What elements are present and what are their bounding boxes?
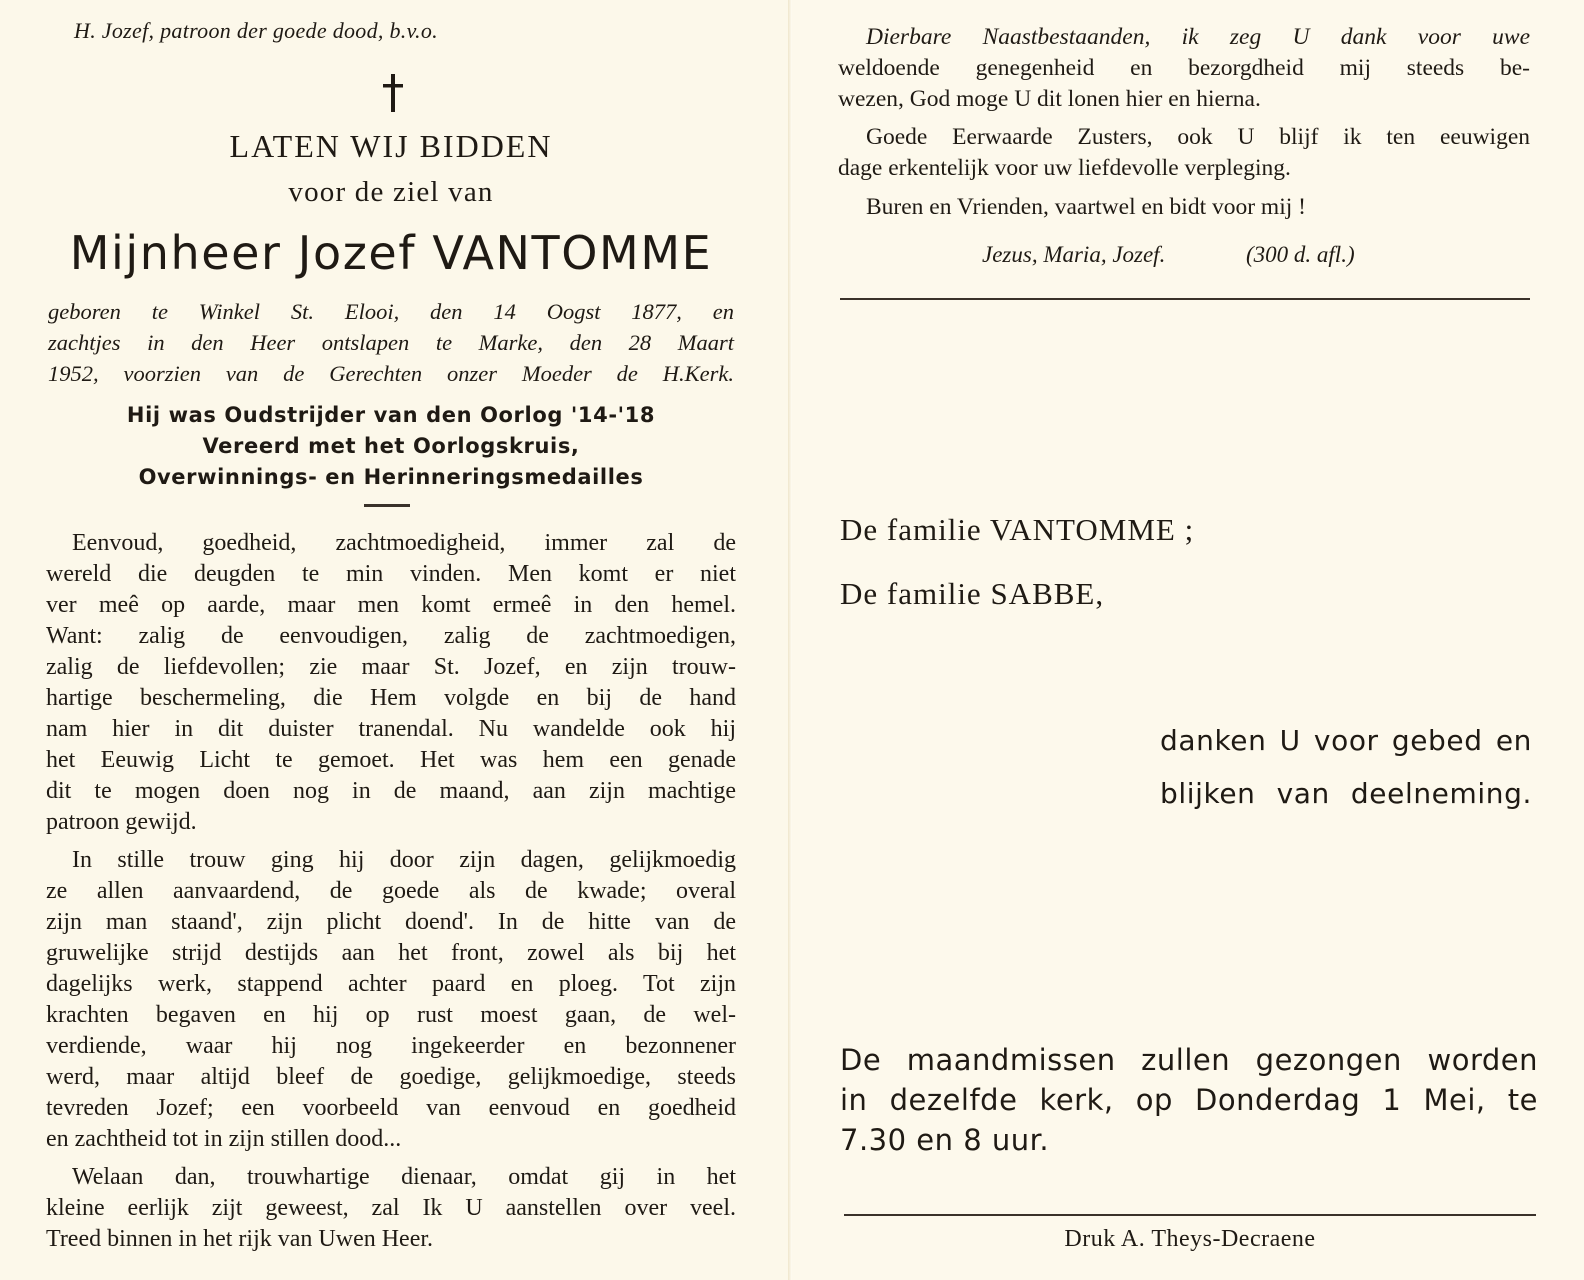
text-line: weldoende genegenheid en bezorgdheid mij steeds be- (838, 55, 1530, 81)
top-divider (840, 298, 1530, 300)
thanks-block-line: danken U voor gebed en (1160, 724, 1532, 757)
latin-cross-icon (380, 72, 406, 114)
text-line: wezen, God moge U dit lonen hier en hierna. (838, 86, 1261, 112)
paragraph-3 (46, 1162, 736, 1255)
short-divider (364, 504, 410, 507)
family-vantomme: De familie VANTOMME ; (840, 512, 1195, 547)
text-line: dit te mogen doen nog in de maand, aan zijn machtige (46, 778, 736, 804)
text-line: en zachtheid tot in zijn stillen dood... (46, 1126, 402, 1152)
dedication: H. Jozef, patroon der goede dood, b.v.o. (74, 18, 438, 43)
text-line: Want: zalig de eenvoudigen, zalig de zachtmoedigen, (46, 623, 736, 649)
text-line: hartige beschermeling, die Hem volgde en bij de hand (46, 685, 736, 711)
text-line: krachten begaven en hij op rust moest gaan, de wel- (46, 1002, 736, 1028)
text-line: wereld die deugden te min vinden. Men komt er niet (46, 561, 736, 587)
birth-details (48, 296, 734, 389)
text-line: ze allen aanvaardend, de goede als de kwade; overal (46, 878, 736, 904)
prayer-line: Jezus, Maria, Jozef. (982, 242, 1166, 267)
sisters-paragraph (838, 122, 1530, 184)
paragraph-1 (46, 528, 736, 838)
honours-line: Vereerd met het Oorlogskruis, (202, 434, 580, 458)
thanks-line-0: Dierbare Naastbestaanden, ik zeg U dank voor uwe (866, 24, 1530, 50)
bottom-divider (844, 1214, 1536, 1216)
indulgence-note: (300 d. afl.) (1246, 242, 1355, 267)
text-line: dage erkentelijk voor uw liefdevolle verpleging. (838, 155, 1291, 181)
honours (80, 400, 702, 493)
text-line: zalig de liefdevollen; zie maar St. Jozef, en zijn trouw- (46, 654, 736, 680)
text-line: Treed binnen in het rijk van Uwen Heer. (46, 1226, 434, 1252)
mass-line: 7.30 en 8 uur. (840, 1123, 1050, 1157)
text-line (838, 22, 1530, 53)
text-line: Goede Eerwaarde Zusters, ook U blijf ik ten eeuwigen (866, 124, 1530, 150)
birth-line: 1952, voorzien van de Gerechten onzer Moeder de H.Kerk. (48, 361, 734, 386)
text-line: zijn man staand', zijn plicht doend'. In de hitte van de (46, 909, 736, 935)
family-sabbe: De familie SABBE, (840, 576, 1105, 611)
mass-line: De maandmissen zullen gezongen worden (840, 1043, 1538, 1077)
birth-line: geboren te Winkel St. Elooi, den 14 Oogst 1877, en (48, 299, 734, 324)
text-line: ver meê op aarde, maar men komt ermeê in den hemel. (46, 592, 736, 618)
text-line: Eenvoud, goedheid, zachtmoedigheid, immer zal de (72, 530, 736, 556)
text-line: dagelijks werk, stappend achter paard en ploeg. Tot zijn (46, 971, 736, 997)
printer-credit: Druk A. Theys-Decraene (1064, 1226, 1316, 1252)
birth-line: zachtjes in den Heer ontslapen te Marke, den 28 Maart (48, 330, 734, 355)
prayer-subheading: voor de ziel van (288, 176, 494, 208)
text-line: nam hier in dit duister tranendal. Nu wandelde ook hij (46, 716, 736, 742)
thanks-block (1160, 714, 1532, 820)
text-line: tevreden Jozef; een voorbeeld van eenvoud en goedheid (46, 1095, 736, 1121)
thanks-paragraph (838, 22, 1530, 115)
text-line: het Eeuwig Licht te gemoet. Het was hem een genade (46, 747, 736, 773)
neighbours-line: Buren en Vrienden, vaartwel en bidt voor mij ! (866, 194, 1306, 220)
text-line: werd, maar altijd bleef de goedige, gelijkmoedige, steeds (46, 1064, 736, 1090)
deceased-name: Mijnheer Jozef VANTOMME (69, 226, 713, 280)
page-fold (788, 0, 792, 1280)
prayer-heading: LATEN WIJ BIDDEN (229, 128, 553, 164)
mass-line: in dezelfde kerk, op Donderdag 1 Mei, te (840, 1083, 1538, 1117)
mass-announcement (840, 1040, 1538, 1160)
text-line: patroon gewijd. (46, 809, 197, 835)
text-line: verdiende, waar hij nog ingekeerder en bezonnener (46, 1033, 736, 1059)
text-line: Welaan dan, trouwhartige dienaar, omdat gij in het (72, 1164, 736, 1190)
text-line: kleine eerlijk zijt geweest, zal Ik U aanstellen over veel. (46, 1195, 736, 1221)
honours-line: Overwinnings- en Herinneringsmedailles (138, 465, 644, 489)
paragraph-2 (46, 845, 736, 1155)
honours-line: Hij was Oudstrijder van den Oorlog '14-'18 (126, 403, 656, 427)
text-line: gruwelijke strijd destijds aan het front, zowel als bij het (46, 940, 736, 966)
thanks-block-line: blijken van deelneming. (1160, 777, 1532, 810)
text-line: In stille trouw ging hij door zijn dagen, gelijkmoedig (72, 847, 736, 873)
